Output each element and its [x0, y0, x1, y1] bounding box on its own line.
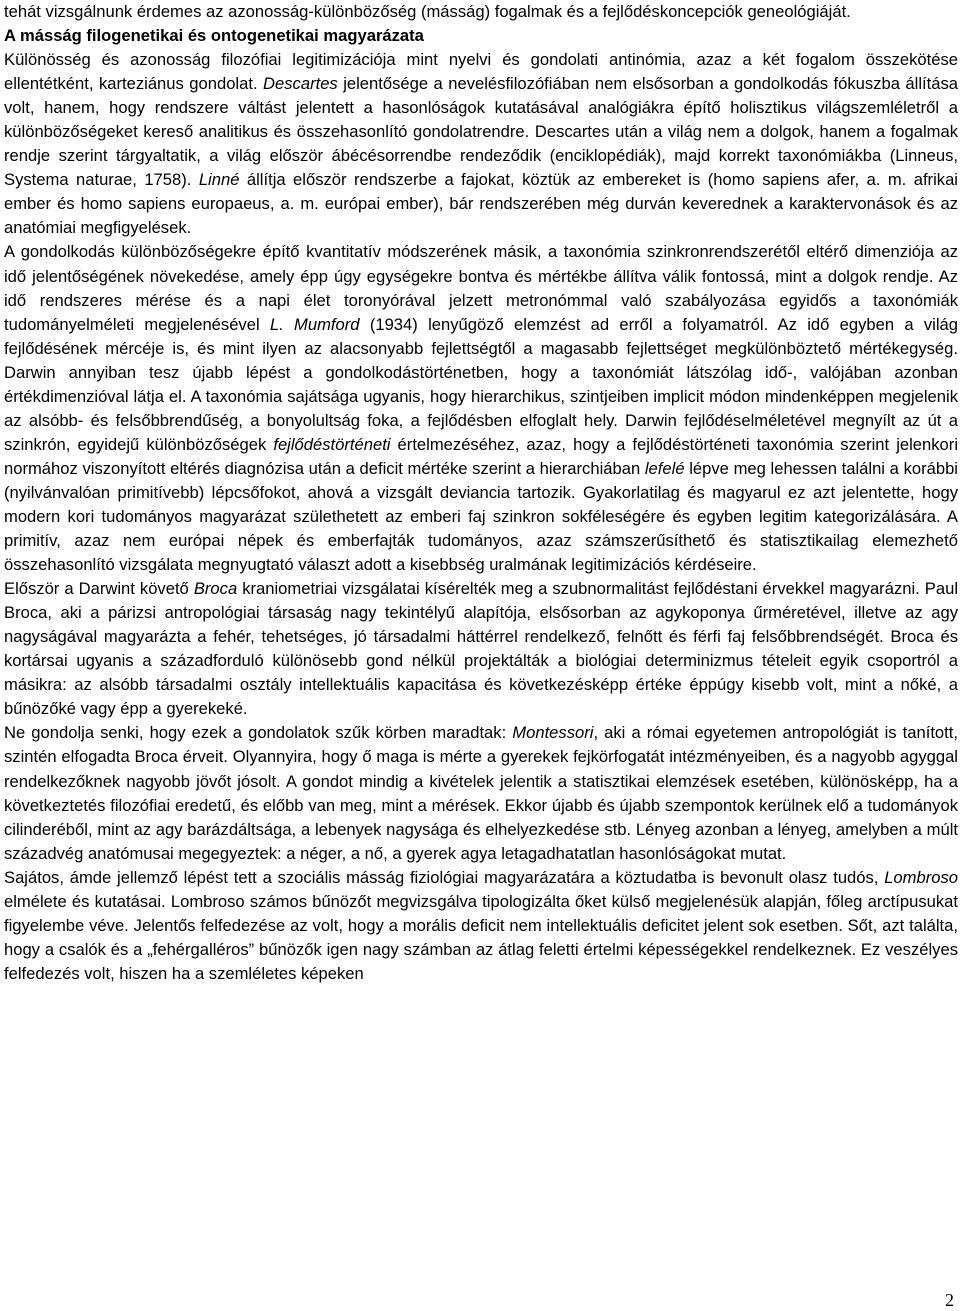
- text-run: lépve meg lehessen találni a korábbi (nyilvánvalóan primitívebb) lépcsőfokot, ahová a vizsgált deviancia tartozik. Gyakorlatilag és magyarul ez azt jelentette, hogy modern kori tudományos magyarázat születhetett az emberi faj szinkron sokféleségére és egyben legitim kategorizálására. A primitív, azaz nem európai népek és emberfajták tudományos, azaz számszerűsíthető és statisztikailag elemezhető összehasonlító vizsgálata megnyugtató választ adott a kisebbség uralmának legitimizációs kérdéseire.: [4, 458, 958, 575]
- text-run: (1934) lenyűgöző elemzést ad erről a folyamatról. Az idő egyben a világ fejlődésének mércéje is, és mint ilyen az alacsonyabb fejlettségtől a magasabb fejlettséget megkülönböztető mértékegység. Darwin annyiban tesz újabb lépést a gondolkodástörténetben, hogy a taxonómiát látszólag idő-, valójában azonban értékdimenzióval látja el. A taxonómia sajátsága ugyanis, hogy hierarchikus, szintjeiben implicit módon mindenképpen megjelenik az alsóbb- és felsőbbrendűség, a bonyolultság foka, a fejlődésben elfoglalt hely. Darwin fejlődéselméletével megnyílt az út a szinkrón, egyidejű különbözőségek: [4, 314, 958, 454]
- italic-name: Descartes: [263, 74, 338, 94]
- text-run: Először a Darwint követő: [4, 579, 194, 599]
- body-paragraph: [4, 577, 958, 721]
- text-run: A gondolkodás különbözőségekre építő kvantitatív módszerének másik, a taxonómia szinkronrendszerétől eltérő dimenziója az idő jelentőségének növekedése, amely épp úgy egységekre bontva és mértékbe állítva válik fontossá, mint a dolgok rendje. Az idő rendszeres mérése és a napi élet toronyórával jelzett metronómmal való szabályozása egyidős a taxonómiák tudományelméleti megjelenésével: [4, 242, 958, 334]
- text-run: tehát vizsgálnunk érdemes az azonosság-különbözőség (másság) fogalmak és a fejlődéskoncepciók geneológiáját.: [4, 2, 851, 21]
- body-paragraph: [4, 866, 958, 986]
- text-run: elmélete és kutatásai. Lombroso számos bűnözőt megvizsgálva tipologizálta őket külső megjelenésük alapján, főleg arctípusukat figyelembe véve. Jelentős felfedezése az volt, hogy a morális deficit nem intellektuális deficitet jelent sok esetben. Sőt, azt találta, hogy a csalók és a „fehérgalléros” bűnözők igen nagy számban az átlag feletti értelmi képességekkel rendelkeznek. Ez veszélyes felfedezés volt, hiszen ha a szemléletes képeken: [4, 891, 958, 983]
- body-paragraph: [4, 48, 958, 240]
- text-run: Különösség és azonosság filozófiai legitimizációja mint nyelvi és gondolati antinómia, azaz a két fogalom összekötése ellentétként, karteziánus gondolat.: [4, 50, 958, 94]
- section-heading: [4, 24, 958, 48]
- text-run: kraniometriai vizsgálatai kísérelték meg a szubnormalitást fejlődéstani érvekkel magyarázni. Paul Broca, aki a párizsi antropológiai társaság nagy tekintélyű alapítója, elsősorban az agykoponya űrméretével, illetve az agy nagyságával magyarázta a fehér, tehetséges, jó társadalmi háttérrel rendelkező, felnőtt és férfi faj felsőbbrendségét. Broca és kortársai ugyanis a századforduló különösebb gond nélkül projektálták a biológiai determinizmus tételeit egyik csoportról a másikra: az alsóbb társadalmi osztály intellektuális kapacitása és következésképp értéke éppúgy kisebb volt, mint a nőké, a bűnözőké vagy épp a gyerekeké.: [4, 579, 959, 719]
- document-page: [4, 0, 958, 986]
- italic-name: lefelé: [644, 458, 685, 478]
- document-body: [4, 0, 958, 986]
- italic-name: Montessori: [512, 723, 594, 743]
- body-paragraph: [4, 240, 958, 577]
- text-run: Sajátos, ámde jellemző lépést tett a szociális másság fiziológiai magyarázatára a köztudatba is bevonult olasz tudós,: [4, 867, 885, 887]
- text-run: A másság filogenetikai és ontogenetikai magyarázata: [4, 26, 424, 46]
- text-run: értelmezéséhez, azaz, hogy a fejlődéstörténeti taxonómia szerint jelenkori normához viszonyított eltérés diagnózisa után a deficit mértéke szerint a hierarchiában: [4, 434, 958, 478]
- text-run: jelentősége a nevelésfilozófiában nem elsősorban a gondolkodás fókuszba állítása volt, hanem, hogy rendszere váltást jelentett a hasonlóságok kutatásával analógiákra építő holisztikus világszemléletről a különbözőségeket kereső analitikus és összehasonlító gondolatrendre. Descartes után a világ nem a dolgok, hanem a fogalmak rendje szerint tárgyaltatik, a világ először ábécésorrendbe rendeződik (enciklopédiák), majd korrekt taxonómiákba (Linneus, Systema naturae, 1758).: [4, 74, 958, 190]
- body-paragraph: [4, 721, 958, 865]
- text-run: , aki a római egyetemen antropológiát is tanított, szintén elfogadta Broca érveit. Olyannyira, hogy ő maga is mérte a gyerekek fejkörfogatát intézményeiben, és a nagyobb agyggal rendelkezőknek nagyobb jövőt jósolt. A gondot mindig a kivételek jelentik a statisztikai elemzések esetében, különösképp, ha a következtetés filozófiai eredetű, és előbb van meg, mint a mérések. Ekkor újabb és újabb szempontok kerülnek elő a tudományok cilinderéből, mint az agy barázdáltsága, a lebenyek nagysága és elhelyezkedése stb. Lényeg azonban a lényeg, amelyben a múlt századvég anatómusai megegyeztek: a néger, a nő, a gyerek agya letagadhatatlan hasonlóságokat mutat.: [4, 723, 958, 863]
- text-run: Ne gondolja senki, hogy ezek a gondolatok szűk körben maradtak:: [4, 723, 513, 743]
- italic-name: Broca: [193, 579, 238, 599]
- page-number: 2: [945, 1290, 954, 1310]
- body-paragraph: [4, 0, 958, 24]
- text-run: állítja először rendszerbe a fajokat, köztük az embereket is (homo sapiens afer, a. m. afrikai ember és homo sapiens europaeus, a. m. európai ember), bár rendszerében még durván keverednek a karaktervonások és az anatómiai megfigyelések.: [4, 170, 958, 238]
- italic-name: fejlődéstörténeti: [273, 434, 391, 454]
- italic-name: L. Mumford: [269, 314, 360, 334]
- italic-name: Lombroso: [884, 867, 958, 887]
- italic-name: Linné: [198, 170, 240, 190]
